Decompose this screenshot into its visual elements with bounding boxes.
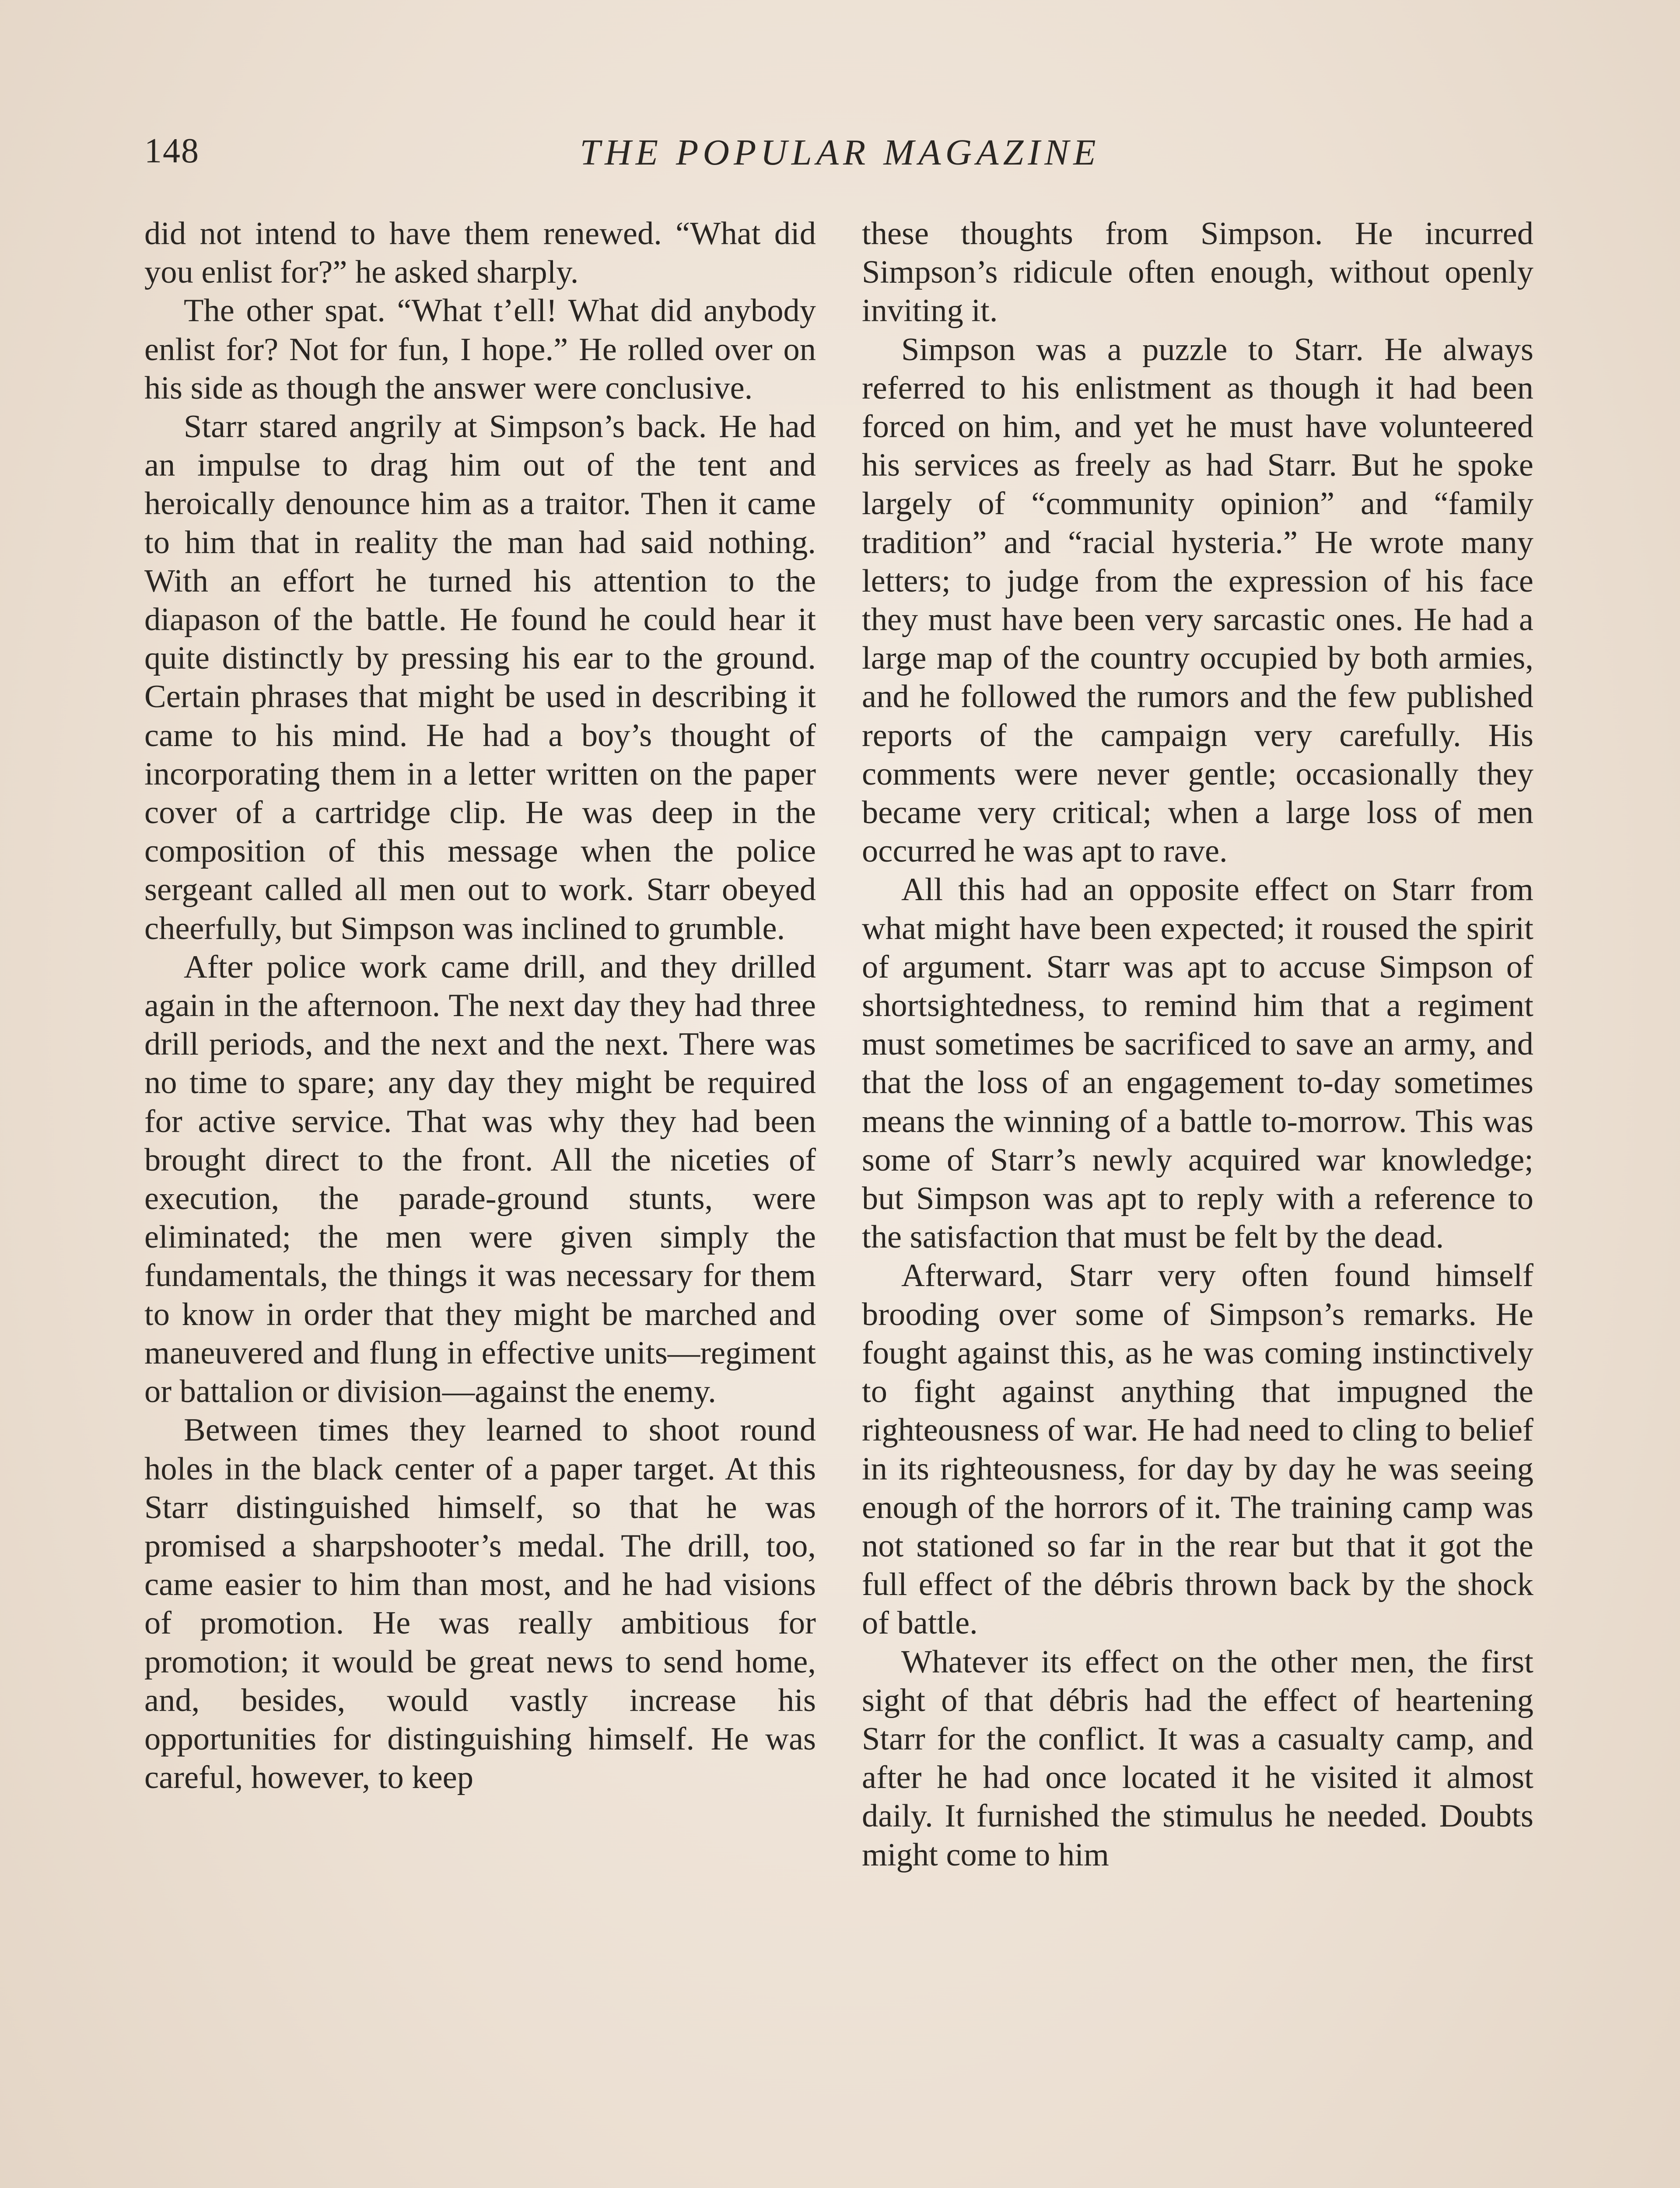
text-column-right [862,214,1533,1874]
page-number: 148 [144,132,200,170]
page-header [144,131,1536,184]
paragraph: Between times they learned to shoot round holes in the black center of a paper target. At this Starr distinguished himself, so that he was promised a sharpshooter’s medal. The drill, too, came easier to him than most, and he had visions of promotion. He was really ambitious for promotion; it would be great news to send home, and, besides, would vastly increase his opportunities for distinguishing himself. He was careful, however, to keep [144,1412,816,1796]
paragraph: After police work came drill, and they drilled again in the afternoon. The next day they had three drill periods, and the next and the next. There was no time to spare; any day they might be required for active service. That was why they had been brought direct to the front. All the niceties of execution, the parade-ground stunts, were eliminated; the men were given simply the fundamentals, the things it was necessary for them to know in order that they might be marched and maneuvered and flung in effective units—regiment or battalion or division—against the enemy. [144,949,816,1410]
paragraph: All this had an opposite effect on Starr from what might have been expected; it roused the spirit of argument. Starr was apt to accuse Simpson of shortsightedness, to remind him that a regiment must sometimes be sacrificed to save an army, and that the loss of an engagement to-day sometimes means the winning of a battle to-morrow. This was some of Starr’s newly acquired war knowledge; but Simpson was apt to reply with a reference to the satisfaction that must be felt by the dead. [862,872,1533,1255]
paragraph: Afterward, Starr very often found himself brooding over some of Simpson’s remarks. He fought against this, as he was coming instinctively to fight against anything that impugned the righteousness of war. He had need to cling to belief in its righteousness, for day by day he was seeing enough of the horrors of it. The training camp was not stationed so far in the rear but that it got the full effect of the débris thrown back by the shock of battle. [862,1258,1533,1641]
running-title: THE POPULAR MAGAZINE [580,132,1100,173]
paragraph: these thoughts from Simpson. He incurred Simpson’s ridicule often enough, without openly inviting it. [862,216,1533,329]
text-column-left [144,214,816,1797]
paragraph: Whatever its effect on the other men, the first sight of that débris had the effect of heartening Starr for the conflict. It was a casualty camp, and after he had once located it he visited it almost daily. It furnished the stimulus he needed. Doubts might come to him [862,1644,1533,1873]
paragraph: The other spat. “What t’ell! What did anybody enlist for? Not for fun, I hope.” He rolled over on his side as though the answer were conclusive. [144,293,816,406]
paragraph: Starr stared angrily at Simpson’s back. He had an impulse to drag him out of the tent and heroically denounce him as a traitor. Then it came to him that in reality the man had said nothing. With an effort he turned his attention to the diapason of the battle. He found he could hear it quite distinctly by pressing his ear to the ground. Certain phrases that might be used in describing it came to his mind. He had a boy’s thought of incorporating them in a letter written on the paper cover of a cartridge clip. He was deep in the composition of this message when the police sergeant called all men out to work. Starr obeyed cheerfully, but Simpson was inclined to grumble. [144,409,816,947]
paragraph: Simpson was a puzzle to Starr. He always referred to his enlistment as though it had been forced on him, and yet he must have volunteered his services as freely as had Starr. But he spoke largely of “community opinion” and “family tradition” and “racial hysteria.” He wrote many letters; to judge from the expression of his face they must have been very sarcastic ones. He had a large map of the country occupied by both armies, and he followed the rumors and the few published reports of the campaign very carefully. His comments were never gentle; occasionally they became very critical; when a large loss of men occurred he was apt to rave. [862,331,1533,870]
paragraph: did not intend to have them renewed. “What did you enlist for?” he asked sharply. [144,216,816,291]
